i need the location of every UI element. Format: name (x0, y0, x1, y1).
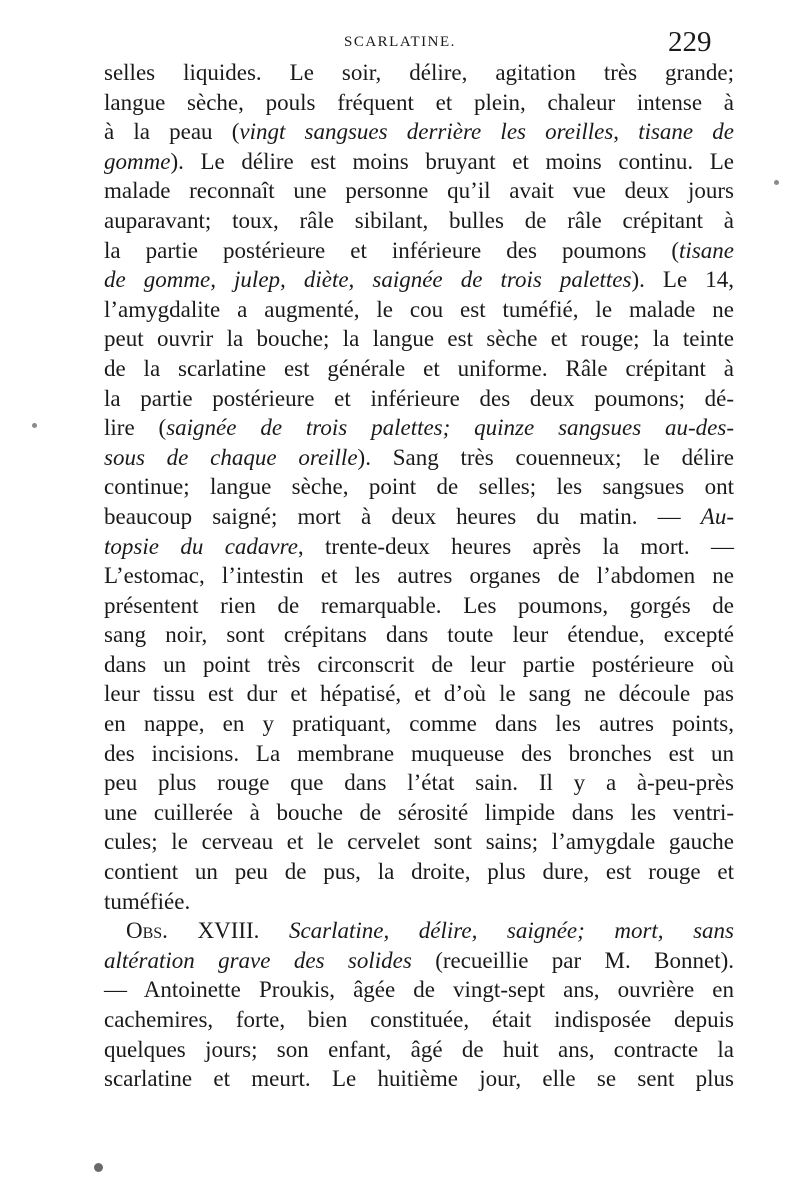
italic-run: tisane de (638, 119, 735, 145)
text-run: ). Le délire est moins bruyant et moins continu. Le (170, 148, 734, 174)
text-line (104, 739, 734, 769)
text-line (104, 532, 734, 562)
italic-run: gomme (104, 148, 171, 174)
text-run: cachemires, forte, bien constituée, était indisposée depuis (104, 1007, 734, 1032)
margin-speck (94, 1163, 103, 1172)
text-run: présentent rien de remarquable. Les poumons, gorgés de (104, 592, 734, 618)
text-line (104, 591, 734, 621)
italic-run: saignée de trois palettes; quinze sangsues au-des- (166, 415, 734, 441)
text-line (104, 768, 734, 798)
text-line (104, 236, 734, 266)
text-run: — Antoinette Proukis, âgée de vingt-sept ans, ouvrière en (104, 977, 734, 1003)
page-number: 229 (668, 26, 712, 58)
italic-run: sous de chaque oreille (104, 444, 358, 470)
text-run: tuméfiée. (104, 888, 191, 914)
text-line (104, 916, 734, 946)
text-line (104, 265, 734, 295)
text-run: sang noir, sont crépitans dans toute leur étendue, excepté (104, 622, 734, 648)
text-line (104, 1064, 734, 1094)
text-line (104, 324, 734, 354)
text-run: dans un point très circonscrit de leur partie postérieure où (104, 651, 734, 677)
text-run: l’amygdalite a augmenté, le cou est tuméfié, le malade ne (104, 296, 734, 322)
text-line (104, 679, 734, 709)
text-run: continue; langue sèche, point de selles; les sangsues ont (104, 474, 734, 500)
text-run: auparavant; toux, râle sibilant, bulles de râle crépitant à (104, 207, 734, 233)
text-run: la partie postérieure et inférieure des deux poumons; dé- (104, 385, 734, 411)
text-run: une cuillerée à bouche de sérosité limpide dans les ventri- (104, 799, 734, 825)
text-run: peut ouvrir la bouche; la langue est sèche et rouge; la teinte (104, 326, 734, 352)
text-run: peu plus rouge que dans l’état sain. Il y a à-peu-près (104, 770, 734, 796)
text-run: des incisions. La membrane muqueuse des bronches est un (104, 740, 734, 766)
text-run: (recueillie par M. Bonnet). (411, 947, 734, 973)
text-run: malade reconnaît une personne qu’il avait vue deux jours (104, 178, 734, 204)
text-line (104, 443, 734, 473)
text-run: quelques jours; son enfant, âgé de huit ans, contracte la (104, 1036, 734, 1062)
italic-run: vingt sangsues derrière les oreilles (239, 119, 614, 145)
text-run: lire ( (104, 415, 167, 441)
text-line (104, 206, 734, 236)
italic-run: de gomme, julep, diète, saignée de trois palettes (104, 267, 632, 293)
text-run: à la peau ( (104, 119, 240, 145)
text-line (104, 384, 734, 414)
text-line (104, 58, 734, 88)
text-line (104, 354, 734, 384)
text-run: selles liquides. Le soir, délire, agitation très grande; (104, 60, 734, 85)
italic-run: tisane (679, 237, 734, 263)
body-text (104, 58, 734, 1094)
text-run: la partie postérieure et inférieure des poumons ( (104, 237, 680, 263)
margin-speck (774, 180, 779, 185)
text-run: cules; le cerveau et le cervelet sont sains; l’amygdale gauche (104, 829, 734, 855)
text-line (104, 798, 734, 828)
text-line (104, 827, 734, 857)
text-run: scarlatine et meurt. Le huitième jour, elle se sent plus (104, 1066, 734, 1092)
text-line (104, 1035, 734, 1065)
text-run: , (613, 119, 639, 145)
margin-speck (32, 423, 37, 428)
text-line (104, 709, 734, 739)
text-run: en nappe, en y pratiquant, comme dans les autres points, (104, 711, 734, 737)
text-line (104, 946, 734, 976)
text-line (104, 295, 734, 325)
text-run: beaucoup saigné; mort à deux heures du matin. — (104, 503, 701, 529)
text-run: L’estomac, l’intestin et les autres organes de l’abdomen ne (104, 563, 734, 589)
italic-run: topsie du cadavre (104, 533, 298, 559)
text-line (104, 472, 734, 502)
text-line (104, 887, 734, 917)
text-run: leur tissu est dur et hépatisé, et d’où le sang ne découle pas (104, 681, 734, 707)
text-run: langue sèche, pouls fréquent et plein, chaleur intense à (104, 89, 734, 115)
text-line (104, 413, 734, 443)
text-line (104, 561, 734, 591)
text-run: Obs. XVIII. (126, 918, 289, 944)
italic-run: altération grave des solides (104, 947, 412, 973)
text-line (104, 975, 734, 1005)
text-line (104, 147, 734, 177)
text-run: ). Le 14, (631, 267, 735, 293)
text-run: contient un peu de pus, la droite, plus dure, est rouge et (104, 859, 734, 885)
italic-run: Au- (700, 503, 734, 529)
text-line (104, 117, 734, 147)
text-run: ). Sang très couenneux; le délire (357, 444, 735, 470)
text-line (104, 502, 734, 532)
text-run: de la scarlatine est générale et uniforme. Râle crépitant à (104, 355, 734, 381)
running-title: SCARLATINE. (344, 34, 456, 50)
text-line (104, 620, 734, 650)
italic-run: Scarlatine, délire, saignée; mort, sans (288, 918, 734, 944)
text-line (104, 1005, 734, 1035)
text-line (104, 88, 734, 118)
text-line (104, 176, 734, 206)
text-run: , trente-deux heures après la mort. — (297, 533, 734, 559)
text-line (104, 857, 734, 887)
text-line (104, 650, 734, 680)
